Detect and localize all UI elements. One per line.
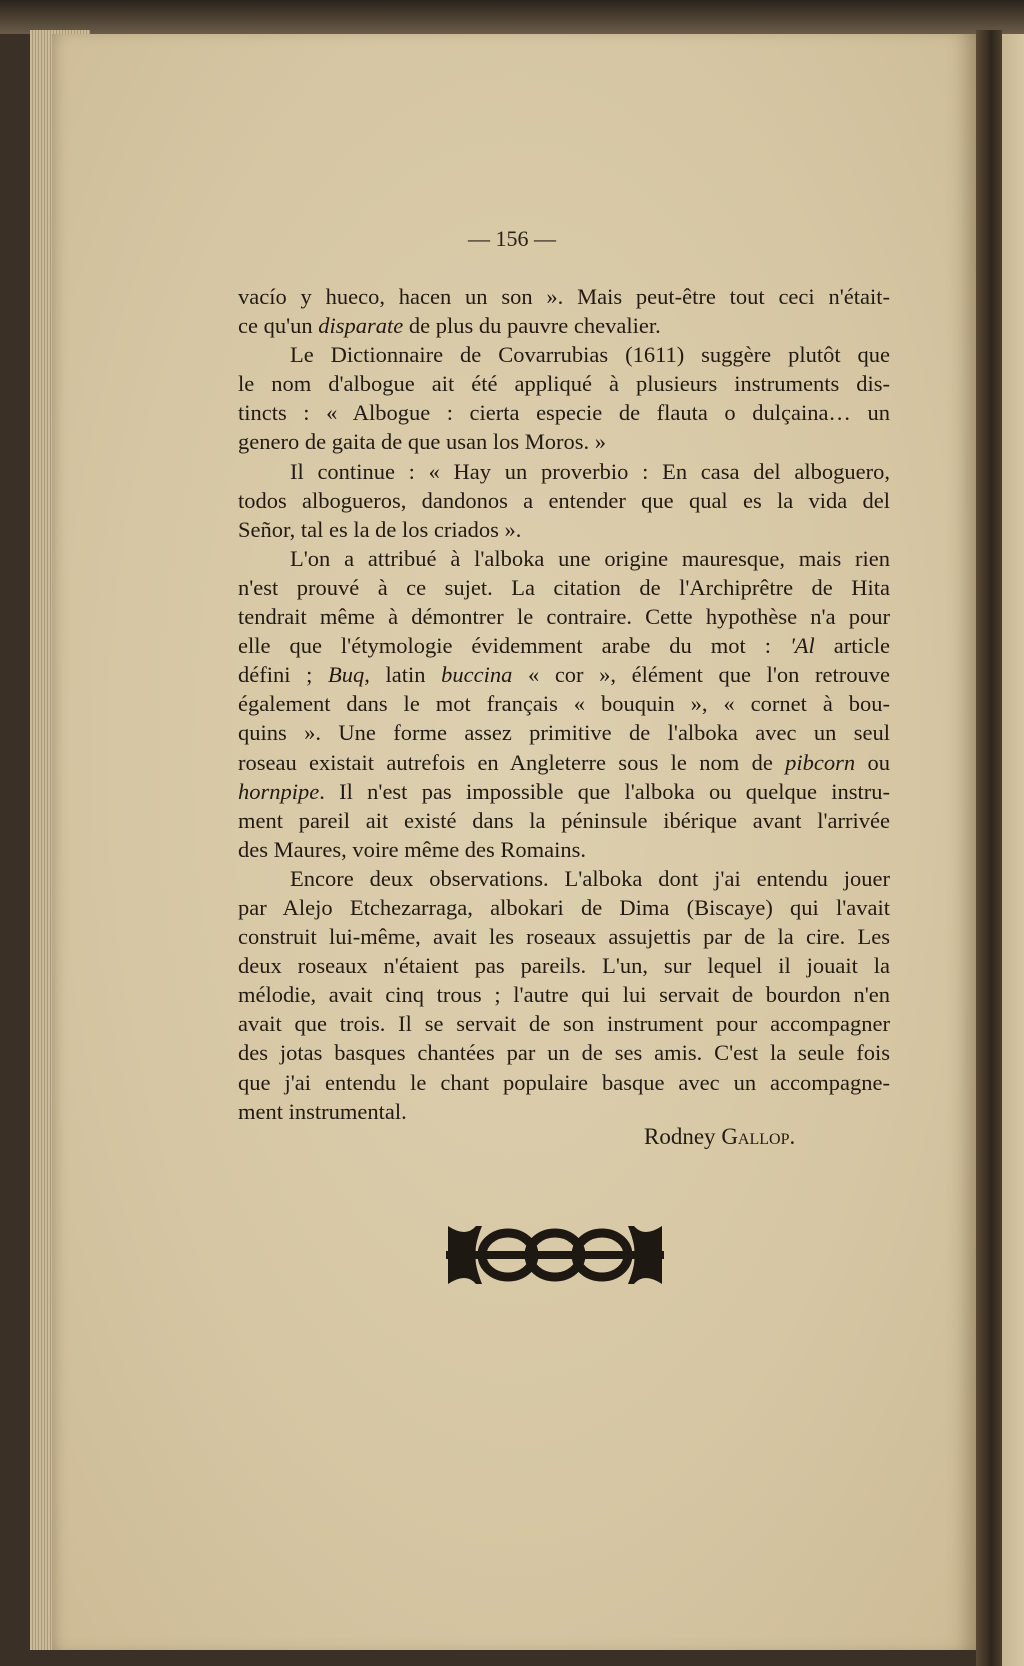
italic-term: buccina xyxy=(441,662,513,688)
text-run: de plus du pauvre chevalier. xyxy=(403,313,661,339)
text-line xyxy=(238,980,890,1009)
text-line xyxy=(238,1068,890,1097)
italic-term: hornpipe xyxy=(238,778,320,804)
author-signature xyxy=(644,1124,795,1150)
text-run: ou xyxy=(855,749,890,775)
italic-term: pibcorn xyxy=(785,749,856,775)
text-run: deux roseaux n'étaient pas pareils. L'un, sur lequel il jouait la xyxy=(238,953,890,979)
text-run: ce qu'un xyxy=(238,313,319,339)
text-line xyxy=(238,427,890,456)
author-first-name: Rodney xyxy=(644,1124,722,1149)
text-run: quins ». Une forme assez primitive de l'alboka avec un seul xyxy=(238,720,890,746)
text-run: construit lui-même, avait les roseaux assujettis par de la cire. Les xyxy=(238,924,890,950)
text-run: « cor », élément que l'on retrouve xyxy=(512,662,890,688)
text-line xyxy=(238,369,890,398)
text-line xyxy=(238,893,890,922)
signature-period: . xyxy=(789,1124,796,1149)
text-run: roseau existait autrefois en Angleterre sous le nom de xyxy=(238,749,786,775)
text-run: , latin xyxy=(364,662,442,688)
text-line xyxy=(238,486,890,515)
text-run: le nom d'albogue ait été appliqué à plusieurs instruments dis- xyxy=(238,371,890,397)
text-line xyxy=(238,340,890,369)
text-line xyxy=(238,1038,890,1067)
text-line xyxy=(238,573,890,602)
text-line xyxy=(238,660,890,689)
text-line xyxy=(238,311,890,340)
text-line xyxy=(238,718,890,747)
italic-term: disparate xyxy=(318,313,404,339)
text-line xyxy=(238,1009,890,1038)
text-line xyxy=(238,951,890,980)
text-run: des Maures, voire même des Romains. xyxy=(238,836,587,862)
text-run: tincts : « Albogue : cierta especie de flauta o dulçaina… un xyxy=(238,400,890,426)
text-run: vacío y hueco, hacen un son ». Mais peut-être tout ceci n'était- xyxy=(238,284,890,309)
text-run: défini ; xyxy=(238,662,328,688)
page-number: — 156 — xyxy=(468,226,556,251)
text-run: par Alejo Etchezarraga, albokari de Dima (Biscaye) qui l'avait xyxy=(238,894,890,920)
text-line xyxy=(238,922,890,951)
text-run: genero de gaita de que usan los Moros. » xyxy=(238,429,607,455)
text-line xyxy=(238,631,890,660)
author-last-name: Gallop xyxy=(721,1124,790,1149)
text-line xyxy=(238,777,890,806)
text-line xyxy=(238,806,890,835)
text-run: des jotas basques chantées par un de ses amis. C'est la seule fois xyxy=(238,1040,890,1066)
text-run: mélodie, avait cinq trous ; l'autre qui lui servait de bourdon n'en xyxy=(238,982,890,1008)
text-run: article xyxy=(814,633,890,659)
article-body xyxy=(238,282,890,1126)
text-run: todos albogueros, dandonos a entender que qual es la vida del xyxy=(238,487,890,513)
text-run: ment pareil ait existé dans la péninsule ibérique avant l'arrivée xyxy=(238,807,890,833)
text-run: Encore deux observations. L'alboka dont j'ai entendu jouer xyxy=(290,865,890,891)
text-run: Il continue : « Hay un proverbio : En casa del alboguero, xyxy=(290,458,890,484)
text-run: ment instrumental. xyxy=(238,1098,407,1124)
text-run: L'on a attribué à l'alboka une origine mauresque, mais rien xyxy=(290,545,890,571)
italic-term: Buq xyxy=(327,662,365,688)
text-run: Le Dictionnaire de Covarrubias (1611) suggère plutôt que xyxy=(290,342,890,368)
next-page-edge xyxy=(1002,34,1024,1666)
text-line xyxy=(238,457,890,486)
text-line xyxy=(238,602,890,631)
text-line xyxy=(238,544,890,573)
book-gutter xyxy=(976,30,1002,1666)
text-run: également dans le mot français « bouquin », « cornet à bou- xyxy=(238,691,890,717)
text-line xyxy=(238,515,890,544)
text-line xyxy=(238,282,890,311)
italic-term: 'Al xyxy=(790,633,815,659)
text-run: Señor, tal es la de los criados ». xyxy=(238,516,522,542)
text-run: elle que l'étymologie évidemment arabe du mot : xyxy=(238,633,790,659)
text-run: tendrait même à démontrer le contraire. Cette hypothèse n'a pour xyxy=(238,604,890,630)
text-line xyxy=(238,689,890,718)
text-line xyxy=(238,398,890,427)
text-line xyxy=(238,748,890,777)
decorative-ornament xyxy=(446,1218,664,1292)
text-run: avait que trois. Il se servait de son instrument pour accompagner xyxy=(238,1011,890,1037)
text-run: . Il n'est pas impossible que l'alboka ou quelque instru- xyxy=(319,778,890,804)
text-line xyxy=(238,864,890,893)
text-line xyxy=(238,1097,890,1126)
scan-background xyxy=(0,0,1024,34)
text-run: n'est prouvé à ce sujet. La citation de l'Archiprêtre de Hita xyxy=(238,574,890,600)
text-line xyxy=(238,835,890,864)
text-run: que j'ai entendu le chant populaire basque avec un accompagne- xyxy=(238,1069,890,1095)
